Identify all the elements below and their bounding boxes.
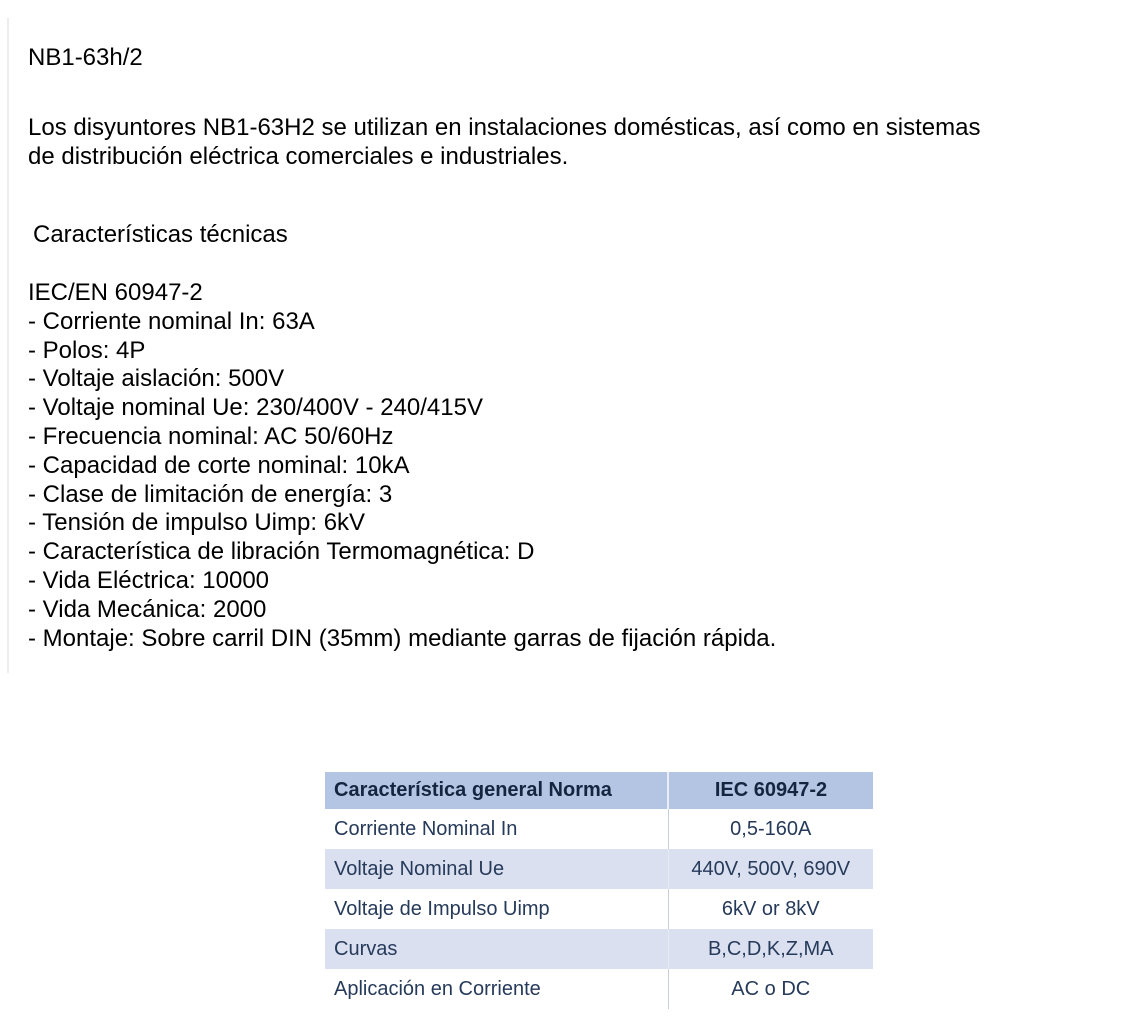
table-cell-value: 0,5-160A <box>668 809 873 849</box>
spec-item: - Voltaje aislación: 500V <box>28 365 285 393</box>
table-cell-label: Corriente Nominal In <box>334 817 518 840</box>
intro-line: de distribución eléctrica comerciales e industriales. <box>28 143 569 170</box>
table-row <box>325 849 873 889</box>
table-cell-value: 440V, 500V, 690V <box>668 849 873 889</box>
table-row <box>325 969 873 1009</box>
spec-item: - Corriente nominal In: 63A <box>28 307 315 335</box>
section-heading: Características técnicas <box>33 221 288 248</box>
table-header-row <box>325 772 873 809</box>
table-row <box>325 929 873 969</box>
spec-item: - Tensión de impulso Uimp: 6kV <box>28 509 366 537</box>
spec-item: - Montaje: Sobre carril DIN (35mm) mediante garras de fijación rápida. <box>28 624 777 652</box>
spec-list <box>28 279 776 653</box>
intro-paragraph <box>28 113 980 171</box>
intro-line: Los disyuntores NB1-63H2 se utilizan en instalaciones domésticas, así como en sistemas <box>28 114 981 141</box>
spec-item: - Vida Mecánica: 2000 <box>28 595 267 623</box>
general-characteristics-table <box>325 772 873 1009</box>
table-header-standard: IEC 60947-2 <box>668 772 873 809</box>
spec-item: - Voltaje nominal Ue: 230/400V - 240/415V <box>28 394 483 422</box>
table-cell-label: Voltaje de Impulso Uimp <box>334 897 550 920</box>
table-cell-label: Aplicación en Corriente <box>334 977 541 1000</box>
spec-item: - Clase de limitación de energía: 3 <box>28 480 393 508</box>
standard-line: IEC/EN 60947-2 <box>28 279 203 306</box>
spec-item: - Frecuencia nominal: AC 50/60Hz <box>28 422 394 450</box>
table-cell-label: Curvas <box>325 929 668 969</box>
spec-item: - Vida Eléctrica: 10000 <box>28 566 270 594</box>
table-header-characteristic: Característica general Norma <box>325 772 668 809</box>
page-title: NB1-63h/2 <box>28 44 143 71</box>
spec-item: - Polos: 4P <box>28 336 146 364</box>
table-cell-value: 6kV or 8kV <box>668 889 873 929</box>
table-row <box>325 889 873 929</box>
page-edge-line <box>7 18 9 673</box>
spec-item: - Característica de libración Termomagnética: D <box>28 538 535 566</box>
spec-item: - Capacidad de corte nominal: 10kA <box>28 451 410 479</box>
table-cell-label: Voltaje Nominal Ue <box>325 849 668 889</box>
table-row <box>325 809 873 849</box>
table-cell-value: B,C,D,K,Z,MA <box>668 929 873 969</box>
table-cell-value: AC o DC <box>668 969 873 1009</box>
